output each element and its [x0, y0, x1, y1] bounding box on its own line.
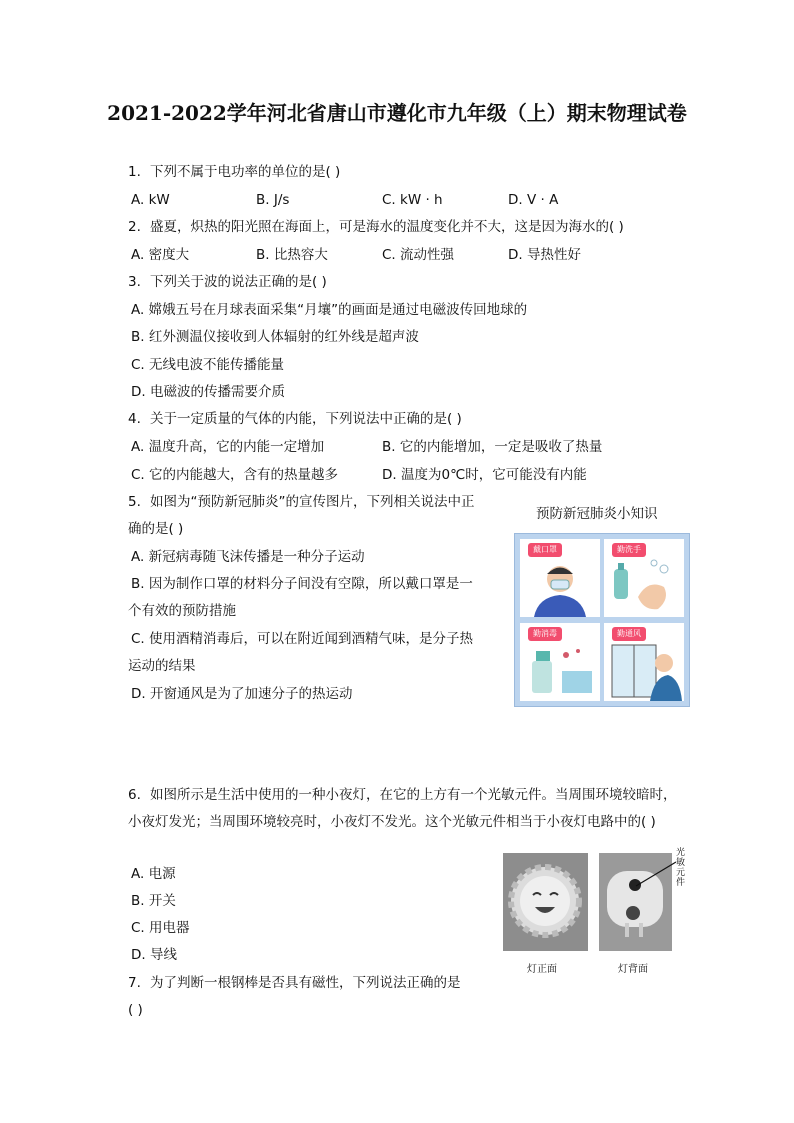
q6-option-d[interactable]: D. 导线 [131, 947, 177, 963]
question-5-stem: 5. 如图为“预防新冠肺炎”的宣传图片，下列相关说法中正 [128, 494, 475, 510]
panel-mask [520, 539, 600, 617]
question-1-stem: 1. 下列不属于电功率的单位的是( ) [128, 164, 341, 180]
q3-option-b[interactable]: B. 红外测温仪接收到人体辐射的红外线是超声波 [131, 329, 419, 345]
q5-option-a[interactable]: A. 新冠病毒随飞沫传播是一种分子运动 [131, 549, 365, 565]
question-number: 4. [128, 411, 141, 427]
question-number: 2. [128, 219, 141, 235]
question-number: 6. [128, 787, 141, 803]
question-number: 1. [128, 164, 141, 180]
page-title: 2021-2022学年河北省唐山市遵化市九年级（上）期末物理试卷 [107, 101, 687, 125]
question-number: 5. [128, 494, 141, 510]
sensor-pointer-line [630, 860, 680, 890]
q5-option-b[interactable]: B. 因为制作口罩的材料分子间没有空隙，所以戴口罩是一 [131, 576, 473, 592]
q1-option-d[interactable]: D. V · A [508, 192, 559, 208]
question-number: 3. [128, 274, 141, 290]
q1-option-b[interactable]: B. J/s [256, 192, 290, 208]
q3-option-c[interactable]: C. 无线电波不能传播能量 [131, 357, 285, 373]
question-4-stem: 4. 关于一定质量的气体的内能，下列说法中正确的是( ) [128, 411, 462, 427]
question-7-stem: 7. 为了判断一根钢棒是否具有磁性，下列说法正确的是 [128, 975, 461, 991]
q4-option-b[interactable]: B. 它的内能增加，一定是吸收了热量 [382, 439, 603, 455]
q5-option-c[interactable]: C. 使用酒精消毒后，可以在附近闻到酒精气味，是分子热 [131, 631, 474, 647]
sensor-label: 光敏元件 [676, 848, 686, 888]
q5-option-b-cont: 个有效的预防措施 [128, 603, 236, 619]
panel-hands [604, 539, 684, 617]
q6-option-b[interactable]: B. 开关 [131, 893, 176, 909]
q6-option-c[interactable]: C. 用电器 [131, 920, 190, 936]
front-caption: 灯正面 [527, 964, 557, 975]
q4-option-d[interactable]: D. 温度为0℃时，它可能没有内能 [382, 467, 587, 483]
q5-option-c-cont: 运动的结果 [128, 658, 196, 674]
question-3-stem: 3. 下列关于波的说法正确的是( ) [128, 274, 327, 290]
q1-option-c[interactable]: C. kW · h [382, 192, 443, 208]
q1-option-a[interactable]: A. kW [131, 192, 170, 208]
q4-option-a[interactable]: A. 温度升高，它的内能一定增加 [131, 439, 325, 455]
q5-option-d[interactable]: D. 开窗通风是为了加速分子的热运动 [131, 686, 353, 702]
question-5-stem-cont: 确的是( ) [128, 521, 184, 537]
night-light-front-photo [503, 853, 588, 951]
panel-disinfect [520, 623, 600, 701]
q2-option-c[interactable]: C. 流动性强 [382, 247, 455, 263]
panel-tag: 勤洗手 [612, 543, 646, 557]
q3-option-d[interactable]: D. 电磁波的传播需要介质 [131, 384, 285, 400]
panel-tag: 勤通风 [612, 627, 646, 641]
sun-face-icon [503, 853, 588, 951]
back-caption: 灯背面 [618, 964, 648, 975]
question-2-stem: 2. 盛夏，炽热的阳光照在海面上，可是海水的温度变化并不大，这是因为海水的( ) [128, 219, 624, 235]
question-7-stem-cont: ( ) [128, 1002, 143, 1018]
q2-option-b[interactable]: B. 比热容大 [256, 247, 328, 263]
figure-5-poster [514, 533, 690, 707]
q2-option-d[interactable]: D. 导热性好 [508, 247, 581, 263]
question-6-stem: 6. 如图所示是生活中使用的一种小夜灯，在它的上方有一个光敏元件。当周围环境较暗时， [128, 787, 677, 803]
panel-ventilate [604, 623, 684, 701]
question-6-stem-cont: 小夜灯发光；当周围环境较亮时，小夜灯不发光。这个光敏元件相当于小夜灯电路中的( ) [128, 814, 656, 830]
q4-option-c[interactable]: C. 它的内能越大，含有的热量越多 [131, 467, 339, 483]
q3-option-a[interactable]: A. 嫦娥五号在月球表面采集“月壤”的画面是通过电磁波传回地球的 [131, 302, 528, 318]
figure-5-caption: 预防新冠肺炎小知识 [536, 506, 658, 522]
q6-option-a[interactable]: A. 电源 [131, 866, 176, 882]
panel-tag: 戴口罩 [528, 543, 562, 557]
question-number: 7. [128, 975, 141, 991]
q2-option-a[interactable]: A. 密度大 [131, 247, 190, 263]
panel-tag: 勤消毒 [528, 627, 562, 641]
